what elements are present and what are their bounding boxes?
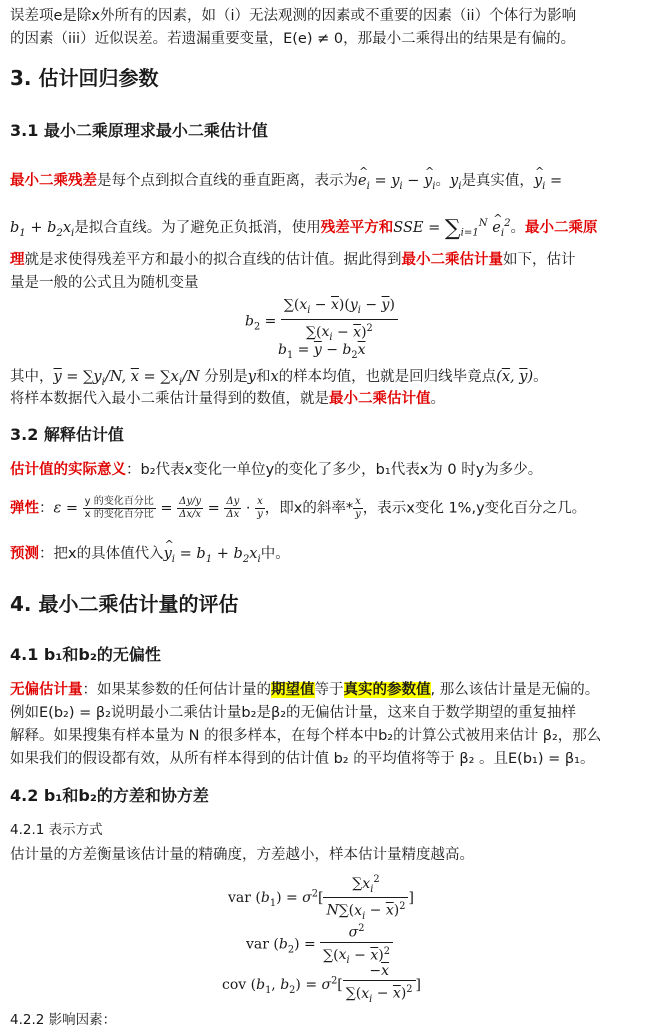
residual-paragraph-line-2: $b_1 + b_2x_i$是拟合直线。为了避免正负抵消，使用残差平方和SSE = $\sum_{i=1}^N$ ^ $e_i^2$。最小二乘原 bbox=[10, 214, 598, 244]
section-3-1-title: 3.1 最小二乘原理求最小二乘估计值 bbox=[10, 121, 268, 140]
section-4-1-title: 4.1 b₁和b₂的无偏性 bbox=[10, 645, 161, 664]
estimate-definition-line: 将样本数据代入最小二乘估计量得到的数值，就是最小二乘估计值。 bbox=[10, 391, 445, 407]
section-4-2-title: 4.2 b₁和b₂的方差和协方差 bbox=[10, 786, 209, 805]
section-3-title: 3. 估计回归参数 bbox=[10, 66, 159, 90]
term-estimate: 最小二乘估计值 bbox=[329, 391, 431, 407]
section-4-2-1-title: 4.2.1 表示方式 bbox=[10, 822, 103, 838]
prediction-line: 预测：把x的具体值代入^ $y_i = b_1 + b_2x_i$中。 bbox=[10, 544, 290, 570]
formula-var-b1: var $(b_1) = \sigma^2$[ $\frac{\sum x_i^2}{N\sum(x_i - \overline{x})^2}$ ] bbox=[228, 871, 414, 925]
highlight-true-value: 真实的参数值 bbox=[343, 682, 431, 698]
unbiased-line-1: 无偏估计量：如果某参数的任何估计量的期望值等于真实的参数值, 那么该估计量是无偏的。 bbox=[10, 682, 600, 698]
meaning-line: 估计值的实际意义：b₂代表x变化一单位y的变化了多少，b₁代表x为 0 时y为多少。 bbox=[10, 462, 543, 478]
sample-mean-line: 其中，$\overline{y} = \sum y_i/N$, $\overline{x} = \sum x_i/N$ 分别是y和x的样本均值，也就是回归线毕竟点($\overline{x}$, $\overline{y}$)。 bbox=[10, 369, 548, 388]
elasticity-line: 弹性：ε = $\frac{\text{y 的变化百分比}}{\text{x 的变化百分比}}$ = $\frac{\Delta y/y}{\Delta x/x}$ = $\frac{\Delta y}{\Delta x}$ · $\frac{x}{y}$ ，即x的斜率* $\frac{x}{y}$ ，表示x变化 1%,y变化百分之几。 bbox=[10, 496, 587, 520]
formula-cov-b1-b2: cov ($b_1$, $b_2) = \sigma^2$[ $\frac{-\overline{x}}{\sum(x_i - \overline{x})^2}$ ] bbox=[222, 963, 421, 1005]
formula-b2: $b_2$ = $\frac{\sum(x_i - \overline{x})(y_i - \overline{y})}{\sum(x_i - \overline{x})^2}$ bbox=[245, 297, 398, 346]
term-estimator: 最小二乘估计量 bbox=[401, 252, 503, 268]
term-prediction: 预测 bbox=[10, 546, 39, 562]
term-principle: 最小二乘原 bbox=[525, 219, 598, 236]
residual-paragraph-line-4: 量是一般的公式且为随机变量 bbox=[10, 275, 199, 291]
variance-description: 估计量的方差衡量该估计量的精确度，方差越小，样本估计量精度越高。 bbox=[10, 847, 474, 863]
unbiased-line-2: 例如E(b₂) = β₂说明最小二乘估计量b₂是β₂的无偏估计量，这来自于数学期望的重复抽样 bbox=[10, 705, 577, 721]
formula-b1: $b_1 = \overline{y} - b_2\overline{x}$ bbox=[278, 342, 366, 361]
term-unbiased: 无偏估计量 bbox=[10, 682, 83, 698]
term-sse: 残差平方和 bbox=[320, 219, 394, 236]
term-residual: 最小二乘残差 bbox=[10, 173, 97, 189]
term-meaning: 估计值的实际意义 bbox=[10, 462, 126, 478]
section-4-title: 4. 最小二乘估计量的评估 bbox=[10, 592, 239, 616]
term-elasticity: 弹性 bbox=[10, 500, 39, 517]
intro-line-1: 误差项e是除x外所有的因素，如（i）无法观测的因素或不重要的因素（ii）个体行为影响 bbox=[10, 8, 577, 24]
section-3-2-title: 3.2 解释估计值 bbox=[10, 425, 124, 444]
highlight-expectation: 期望值 bbox=[271, 682, 315, 698]
unbiased-line-4: 如果我们的假设都有效，从所有样本得到的估计值 b₂ 的平均值将等于 β₂ 。且E(b₁) = β₁。 bbox=[10, 751, 595, 767]
unbiased-line-3: 解释。如果搜集有样本量为 N 的很多样本，在每个样本中b₂的计算公式被用来估计 β₂，那么 bbox=[10, 728, 602, 744]
residual-paragraph-line-1: 最小二乘残差是每个点到拟合直线的垂直距离，表示为^ $e_i = y_i$ − ^ $y_i$。$y_i$是真实值，^ $y_i$ = bbox=[10, 171, 562, 197]
formula-var-b2: var $(b_2)$ = $\frac{\sigma^2}{\sum(x_i - \overline{x})^2}$ bbox=[246, 920, 393, 969]
residual-paragraph-line-3: 理就是求使得残差平方和最小的拟合直线的估计值。据此得到最小二乘估计量如下，估计 bbox=[10, 252, 576, 268]
intro-line-2: 的因素（iii）近似误差。若遗漏重要变量，E(e) ≠ 0，那最小二乘得出的结果是有偏的。 bbox=[10, 31, 576, 47]
section-4-2-2-title: 4.2.2 影响因素： bbox=[10, 1012, 117, 1028]
